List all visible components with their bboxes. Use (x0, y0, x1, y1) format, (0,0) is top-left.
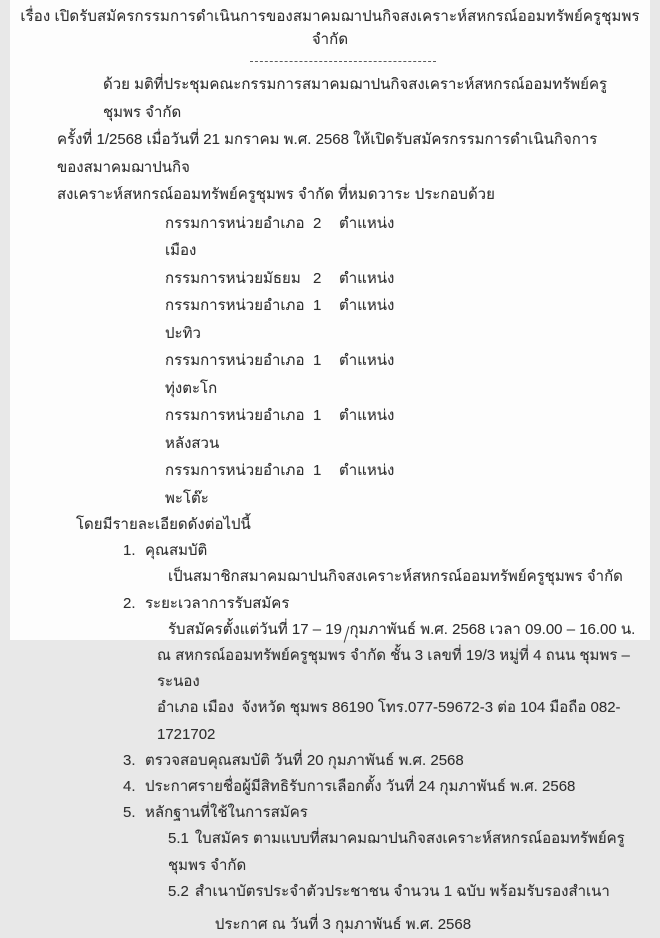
position-label: กรรมการหน่วยอำเภอเมือง (165, 214, 305, 259)
position-count: 1 (313, 462, 322, 479)
position-row (165, 292, 650, 347)
item-number: 5. (123, 804, 136, 822)
details-heading: โดยมีรายละเอียดดังต่อไปนี้ (76, 516, 251, 533)
position-unit: ตำแหน่ง (339, 407, 395, 424)
item-text: เป็นสมาชิกสมาคมฌาปนกิจสงเคราะห์สหกรณ์ออมทรัพย์ครูชุมพร จำกัด (168, 568, 623, 586)
item-number: 3. (123, 751, 136, 769)
item-text: รับสมัครตั้งแต่วันที่ 17 – 19 กุมภาพันธ์ พ.ศ. 2568 เวลา 09.00 – 16.00 น. (168, 620, 636, 638)
intro-line: สงเคราะห์สหกรณ์ออมทรัพย์ครูชุมพร จำกัด ที่หมดวาระ ประกอบด้วย (57, 186, 495, 203)
position-label: กรรมการหน่วยอำเภอปะทิว (165, 297, 305, 342)
position-label: กรรมการหน่วยอำเภอทุ่งตะโก (165, 352, 305, 397)
position-row (165, 402, 650, 457)
position-unit: ตำแหน่ง (339, 352, 395, 369)
item-text: ตรวจสอบคุณสมบัติ วันที่ 20 กุมภาพันธ์ พ.ศ. 2568 (145, 751, 464, 769)
position-label: กรรมการหน่วยมัธยม (165, 269, 301, 287)
details-section (10, 512, 650, 905)
position-unit: ตำแหน่ง (339, 462, 395, 479)
intro-line: ด้วย มติที่ประชุมคณะกรรมการสมาคมฌาปนกิจสงเคราะห์สหกรณ์ออมทรัพย์ครูชุมพร จำกัด (103, 76, 608, 121)
body-line (123, 591, 650, 617)
body-line (123, 748, 650, 774)
item-text: ประกาศรายชื่อผู้มีสิทธิรับการเลือกตั้ง วันที่ 24 กุมภาพันธ์ พ.ศ. 2568 (145, 778, 576, 796)
dashed-divider (250, 61, 436, 62)
position-count: 1 (313, 352, 322, 369)
item-number: 4. (123, 778, 136, 796)
item-number: 1. (123, 542, 136, 560)
document-page (10, 0, 650, 934)
body-line (157, 643, 650, 695)
item-text: ใบสมัคร ตามแบบที่สมาคมฌาปนกิจสงเคราะห์สหกรณ์ออมทรัพย์ครูชุมพร จำกัด (168, 830, 625, 874)
position-row (165, 457, 650, 512)
item-text: คุณสมบัติ (145, 542, 208, 560)
body-line (157, 695, 650, 747)
position-unit: ตำแหน่ง (339, 269, 395, 287)
body-line (123, 800, 650, 826)
intro-paragraph (57, 71, 614, 209)
position-count: 2 (313, 214, 322, 232)
body-line (123, 538, 650, 564)
position-label: กรรมการหน่วยอำเภอพะโต๊ะ (165, 462, 305, 507)
intro-line: ครั้งที่ 1/2568 เมื่อวันที่ 21 มกราคม พ.ศ. 2568 ให้เปิดรับสมัครกรรมการดำเนินกิจการของสมาคมฌาปนกิจ (57, 131, 598, 176)
body-line (168, 564, 650, 590)
position-count: 1 (313, 407, 322, 424)
body-line (123, 774, 650, 800)
document-title: เรื่อง เปิดรับสมัครกรรมการดำเนินการของสมาคมฌาปนกิจสงเคราะห์สหกรณ์ออมทรัพย์ครูชุมพร จำกัด (20, 8, 640, 48)
issued-date-line: ประกาศ ณ วันที่ 3 กุมภาพันธ์ พ.ศ. 2568 (214, 916, 472, 934)
position-count: 1 (313, 297, 322, 314)
item-number: 5.1 (168, 830, 189, 848)
item-text: ระยะเวลาการรับสมัคร (145, 594, 290, 612)
position-row (165, 347, 650, 402)
item-text: หลักฐานที่ใช้ในการสมัคร (145, 804, 308, 822)
body-line (168, 617, 650, 643)
position-count: 2 (313, 269, 322, 287)
position-label: กรรมการหน่วยอำเภอหลังสวน (165, 407, 305, 452)
body-line (168, 826, 650, 878)
positions-list (10, 210, 650, 513)
item-number: 2. (123, 594, 136, 612)
item-text: ณ สหกรณ์ออมทรัพย์ครูชุมพร จำกัด ชั้น 3 เลขที่ 19/3 หมู่ที่ 4 ถนน ชุมพร – ระนอง (157, 647, 635, 691)
item-text: สำเนาบัตรประจำตัวประชาชน จำนวน 1 ฉบับ พร้อมรับรองสำเนา (194, 882, 610, 900)
position-unit: ตำแหน่ง (339, 214, 395, 232)
body-line (168, 879, 650, 905)
item-number: 5.2 (168, 882, 189, 900)
item-text: อำเภอ เมือง จังหวัด ชุมพร 86190 โทร.077-59672-3 ต่อ 104 มือถือ 082-1721702 (157, 699, 621, 743)
position-row (165, 210, 650, 265)
position-row (165, 265, 650, 293)
position-unit: ตำแหน่ง (339, 297, 395, 314)
